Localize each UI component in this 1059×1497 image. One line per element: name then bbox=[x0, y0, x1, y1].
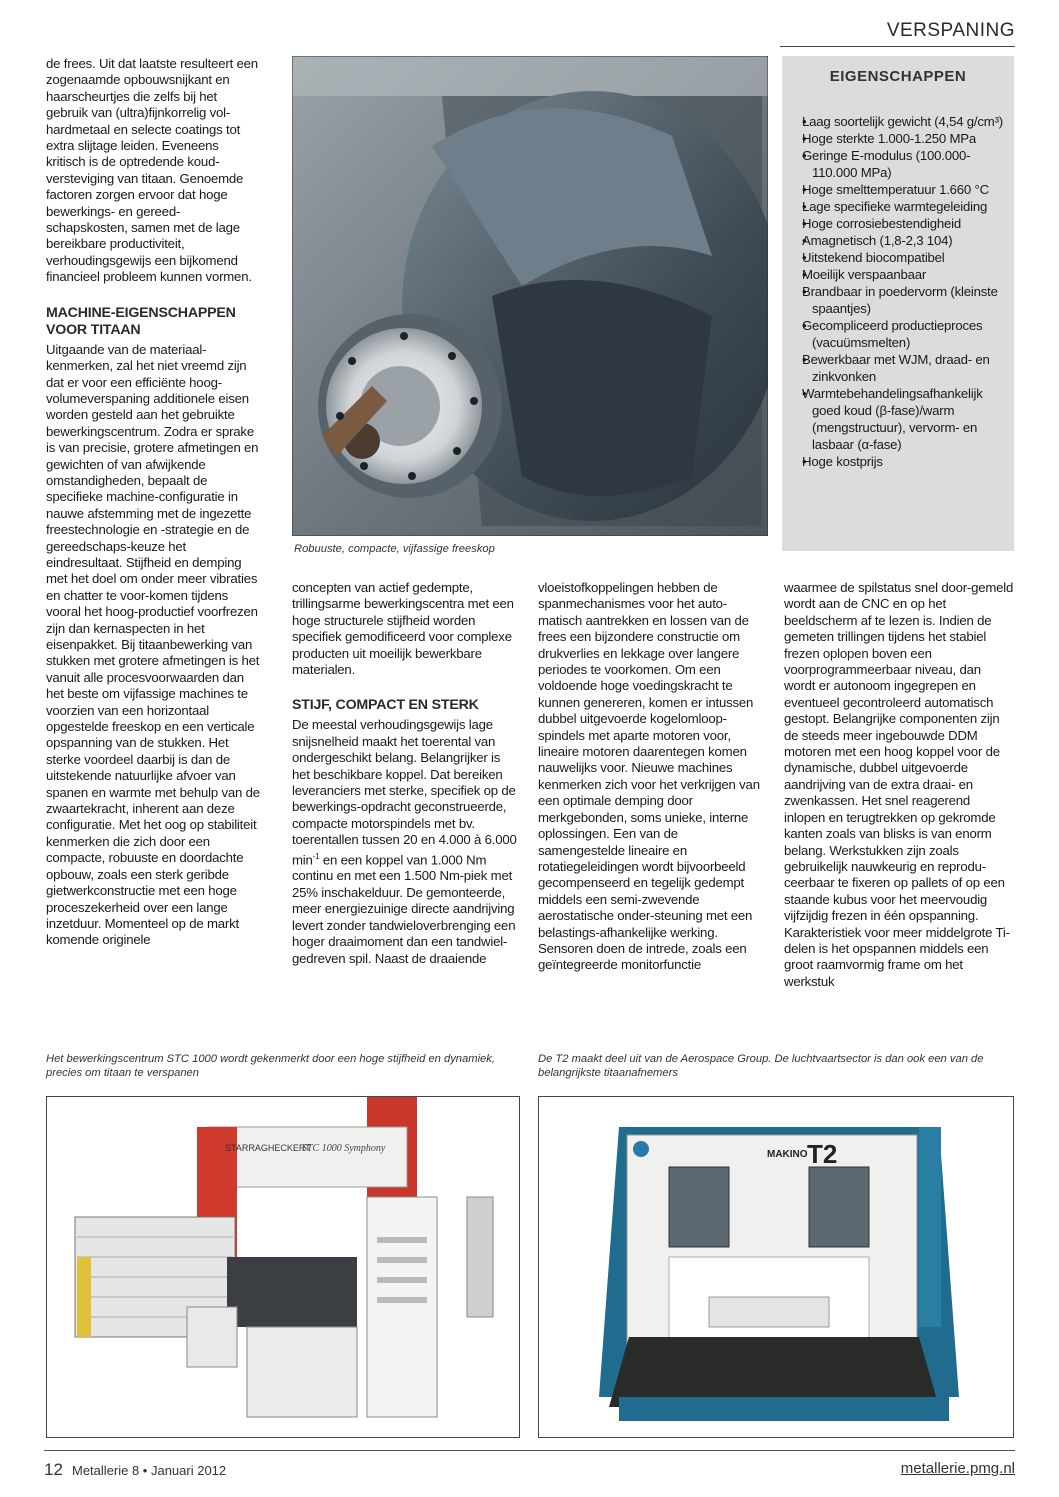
eigenschappen-box bbox=[782, 56, 1014, 551]
column-2-text bbox=[292, 717, 518, 966]
section-label: VERSPANING bbox=[886, 20, 1015, 41]
page-number: 12 bbox=[44, 1460, 63, 1479]
list-item: • Hoge corrosiebestendigheid bbox=[792, 215, 1004, 232]
stc-model-label: STC 1000 Symphony bbox=[302, 1143, 386, 1154]
heading-line-2: VOOR TITAAN bbox=[46, 321, 141, 338]
list-item: • Warmtebehandelingsafhankelijk goed koud (β-fase)/warm (mengstructuur), vervorm- en lasbaar (α-fase) bbox=[792, 385, 1004, 453]
list-item: • Geringe E-modulus (100.000-110.000 MPa) bbox=[792, 147, 1004, 181]
section-rule bbox=[780, 46, 1015, 47]
column-2-text-b: en een koppel van 1.000 Nm continu en met een 1.500 Nm-piek met 25% inschakelduur. De gemonteerde, meer energiezuinige directe aandrijving levert zonder tandwieloverbrenging een hoger draaimoment dan een tandwiel-gedreven spil. Naast de draaiende bbox=[292, 852, 516, 966]
website-link[interactable]: metallerie.pmg.nl bbox=[900, 1460, 1015, 1477]
list-item: • Moeilijk verspaanbaar bbox=[792, 266, 1004, 283]
photo-freeskop bbox=[292, 56, 768, 536]
heading-line-1: MACHINE-EIGENSCHAPPEN bbox=[46, 304, 236, 321]
column-1-intro: de frees. Uit dat laatste resulteert een zogenaamde opbouwsnijkant en haarscheurtjes die zelfs bij het gebruik van (ultra)fijnkorrelig vol-hardmetaal en selecte coatings tot extra slijtage leiden. Eveneens kritisch is de optredende koud-versteviging van titaan. Genoemde factoren zorgen ervoor dat hoge bewerkings- en gereed-schapskosten, samen met de lage bereikbare productiviteit, verhoudingsgewijs een bijkomend financieel probleem kunnen vormen. bbox=[46, 56, 258, 285]
column-3 bbox=[538, 580, 764, 974]
list-item: • Gecompliceerd productieproces (vacuümsmelten) bbox=[792, 317, 1004, 351]
column-1-text: Uitgaande van de materiaal-kenmerken, zal het niet vreemd zijn dat er voor een efficiënte hoog-volumeverspaning additionele eisen worden gesteld aan het gebruikte bewerkingscentrum. Zodra er sprake is van precisie, grotere afmetingen en gewichten of van afwijkende omstandigheden, bepaalt de specifieke machine-configuratie in nauwe afstemming met de ingezette freestechnologie en -strategie en de gereedschaps-keuze het eindresultaat. Stijfheid en demping met het doel om onder meer vibraties en chatter te voor-komen tijdens vooral het hoog-productief voorfrezen zijn dan kernaspecten in het eisenpakket. Bij titaanbewerking van stukken met grotere afmetingen is het vanuit alle procesvoorwaarden dan het beste om vijfassige machines te voorzien van een horizontaal opgestelde freeskop en een verticale opspanning van de stukken. Het sterke voordeel daarbij is dan de uitstekende natuurlijke afvoer van spanen en warmte met behulp van de zwaartekracht, inherent aan deze configuratie. Met het oog op stabiliteit kenmerken die zich door een compacte, robuuste en doordachte opbouw, zoals een sterk geribde gietwerkconstructie met een hoge proceszekerheid over een lange inzetduur. Momenteel op de markt komende originele bbox=[46, 341, 260, 948]
eigenschappen-title: EIGENSCHAPPEN bbox=[829, 68, 967, 85]
t2-machine-image bbox=[539, 1097, 1013, 1437]
column-2-text-a: De meestal verhoudingsgewijs lage snijsnelheid maakt het toerental van ondergeschikt belang. Belangrijker is het beschikbare koppel. Dat bereiken leveranciers met sterke, specifiek op de bewerkings-opdracht geconstrueerde, compacte motorspindels met bv. toerentallen tussen 20 en 4.000 à 6.000 min bbox=[292, 717, 517, 868]
footer-rule bbox=[44, 1450, 1015, 1451]
list-item: • Hoge smelttemperatuur 1.660 °C bbox=[792, 181, 1004, 198]
column-4 bbox=[784, 580, 1014, 990]
list-item: • Brandbaar in poedervorm (kleinste spaantjes) bbox=[792, 283, 1004, 317]
column-3-text: vloeistofkoppelingen hebben de spanmechanismes voor het auto-matisch aantrekken en lossen van de frees een bijzondere constructie om drukverlies en lekkage over langere periodes te voorkomen. Om een voldoende hoge voedingskracht te kunnen genereren, komen er intussen dubbel uitgevoerde kogelomloop-spindels met aparte motoren voor, lineaire motoren daarentegen komen nauwelijks voor. Nieuwe machines kenmerken zich voor het verkrijgen van een optimale demping door merkgebonden, soms unieke, interne oplossingen. Een van de samengestelde lineaire en rotatiegeleidingen wordt bijvoorbeeld gecompenseerd en tegelijk gedempt middels een semi-zwevende aerostatische onder-steuning met een belastings-afhankelijke werking. Sensoren doen de intrede, zoals een geïntegreerde monitorfunctie bbox=[538, 580, 760, 973]
stc1000-machine-image bbox=[47, 1097, 519, 1437]
list-item: • Amagnetisch (1,8-2,3 104) bbox=[792, 232, 1004, 249]
list-item: • Hoge sterkte 1.000-1.250 MPa bbox=[792, 130, 1004, 147]
magazine-issue: Metallerie 8 • Januari 2012 bbox=[72, 1463, 227, 1478]
caption-t2: De T2 maakt deel uit van de Aerospace Group. De luchtvaartsector is dan ook een van de belangrijkste titaanafnemers bbox=[538, 1053, 984, 1079]
list-item: • Uitstekend biocompatibel bbox=[792, 249, 1004, 266]
photo-t2 bbox=[538, 1096, 1014, 1438]
column-2 bbox=[292, 580, 518, 967]
caption-freeskop: Robuuste, compacte, vijfassige freeskop bbox=[294, 543, 495, 555]
caption-stc1000: Het bewerkingscentrum STC 1000 wordt gekenmerkt door een hoge stijfheid en dynamiek, precies om titaan te verspanen bbox=[46, 1053, 495, 1079]
unit-superscript: -1 bbox=[312, 851, 320, 861]
column-2-intro: concepten van actief gedempte, trillingsarme bewerkingscentra met een hoge structurele stijfheid worden specifiek gemodificeerd voor complexe producten uit moeilijk bewerkbare materialen. bbox=[292, 580, 514, 678]
photo-stc1000 bbox=[46, 1096, 520, 1438]
list-item: • Lage specifieke warmtegeleiding bbox=[792, 198, 1004, 215]
eigenschappen-list bbox=[792, 113, 1004, 470]
freeskop-image bbox=[292, 56, 768, 536]
list-item: • Hoge kostprijs bbox=[792, 453, 1004, 470]
heading-stijf-compact: STIJF, COMPACT EN STERK bbox=[292, 697, 479, 714]
t2-brand-label: MAKINO bbox=[767, 1149, 808, 1160]
column-4-text: waarmee de spilstatus snel door-gemeld wordt aan de CNC en op het beeldscherm af te lezen is. Indien de gemeten trillingen tijdens het stabiel frezen oplopen boven een voorprogrammeerbaar niveau, dan wordt er autonoom ingegrepen en eventueel gecontroleerd automatisch gestopt. Belangrijke componenten zijn de steeds meer ingebouwde DDM motoren met een hoog koppel voor de dynamische, dubbel uitgevoerde aandrijving van de extra draai- en zwenkassen. Het snel reagerend inlopen en terugtrekken op gekromde kanten zoals van blisks is van enorm belang. Werkstukken zijn zoals gebruikelijk nauwkeurig en reprodu-ceerbaar te fixeren op pallets of op een staande kubus voor het meervoudig vijfzijdig frezen in één opspanning. Karakteristiek voor meer middelgrote Ti-delen is het opspannen middels een groot raamvormig frame om het werkstuk bbox=[784, 580, 1014, 989]
t2-model-label: T2 bbox=[807, 1139, 838, 1169]
heading-machine-eigenschappen bbox=[46, 305, 260, 339]
stc-brand-label: STARRAGHECKERT bbox=[225, 1143, 311, 1153]
list-item: • Bewerkbaar met WJM, draad- en zinkvonken bbox=[792, 351, 1004, 385]
column-1 bbox=[46, 56, 260, 949]
list-item: • Laag soortelijk gewicht (4,54 g/cm³) bbox=[792, 113, 1004, 130]
